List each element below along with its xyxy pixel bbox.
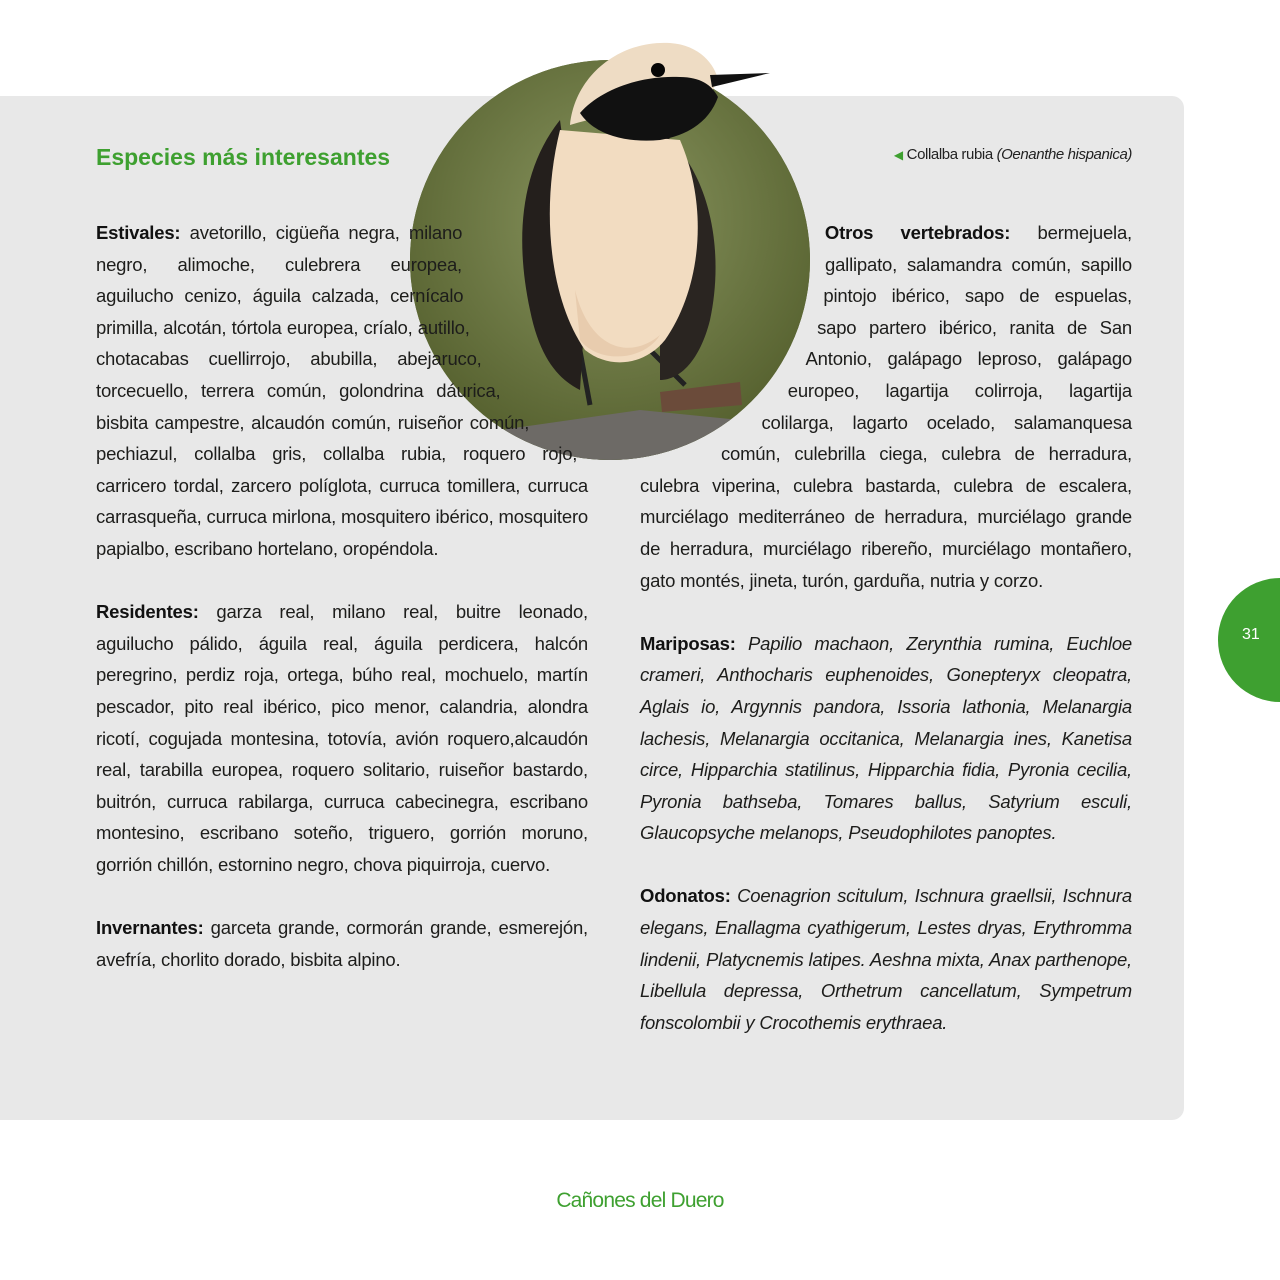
caption-common-name: Collalba rubia [906, 146, 993, 163]
footer-title: Cañones del Duero [556, 1189, 724, 1212]
paragraph-odonatos [640, 880, 1132, 1038]
mariposas-text: Papilio machaon, Zerynthia rumina, Euchloe crameri, Anthocharis euphenoides, Gonepteryx cleopatra, Aglais io, Argynnis pandora, Issoria lathonia, Melanargia lachesis, Melanargia occitanica, Melanargia ines, Kanetisa circe, Hipparchia statilinus, Hipparchia fidia, Pyronia cecilia, Pyronia bathseba, Tomares ballus, Satyrium esculi, Glaucopsyche melanops, Pseudophilotes panoptes. [640, 632, 1132, 844]
right-column [640, 217, 1132, 1038]
estivales-text: avetorillo, cigüeña negra, milano negro, alimoche, culebrera europea, aguilucho cenizo, águila calzada, cernícalo primilla, alcotán, tórtola europea, críalo, autillo, chotacabas cuellirrojo, abubilla, abejaruco, torcecuello, terrera común, golondrina dáurica, bisbita campestre, alcaudón común, ruiseñor común, pechiazul, collalba gris, collalba rubia, roquero rojo, carricero tordal, zarcero políglota, curruca tomillera, curruca carrasqueña, curruca mirlona, mosquitero ibérico, mosquitero papialbo, escribano hortelano, oropéndola. [96, 222, 588, 559]
paragraph-invernantes [96, 912, 588, 975]
invernantes-text: garceta grande, cormorán grande, esmerejón, avefría, chorlito dorado, bisbita alpino. [96, 917, 588, 970]
caption-pointer-icon: ◀ [893, 148, 903, 162]
odonatos-label: Odonatos: [640, 885, 731, 907]
mariposas-label: Mariposas: [640, 632, 736, 654]
otros-vertebrados-label: Otros vertebrados: [824, 222, 1011, 243]
caption-scientific-name: (Oenanthe hispanica) [996, 146, 1132, 163]
bird-head-illustration [540, 35, 780, 155]
page-number: 31 [1242, 626, 1260, 643]
estivales-label: Estivales: [96, 222, 181, 243]
left-column [96, 217, 588, 975]
paragraph-residentes [96, 596, 588, 880]
otros-vertebrados-text: bermejuela, gallipato, salamandra común, sapillo pintojo ibérico, sapo de espuelas, sapo partero ibérico, ranita de San Antonio, galápago leproso, galápago europeo, lagartija colirroja, lagartija colilarga, lagarto ocelado, salamanquesa común, culebrilla ciega, culebra de herradura, culebra viperina, culebra bastarda, culebra de escalera, murciélago mediterráneo de herradura, murciélago grande de herradura, murciélago ribereño, murciélago montañero, gato montés, jineta, turón, garduña, nutria y corzo. [640, 222, 1132, 591]
paragraph-mariposas [640, 628, 1132, 849]
section-heading: Especies más interesantes [96, 144, 391, 170]
residentes-text: garza real, milano real, buitre leonado, aguilucho pálido, águila real, águila perdicera, halcón peregrino, perdiz roja, ortega, búho real, mochuelo, martín pescador, pito real ibérico, pico menor, calandria, alondra ricotí, cogujada montesina, totovía, avión roquero,alcaudón real, tarabilla europea, roquero solitario, ruiseñor bastardo, buitrón, curruca rabilarga, curruca cabecinegra, escribano montesino, escribano soteño, triguero, gorrión moruno, gorrión chillón, estornino negro, chova piquirroja, cuervo. [96, 601, 588, 875]
residentes-label: Residentes: [96, 601, 199, 623]
odonatos-text: Coenagrion scitulum, Ischnura graellsii, Ischnura elegans, Enallagma cyathigerum, Lestes dryas, Erythromma lindenii, Platycnemis latipes. Aeshna mixta, Anax parthenope, Libellula depressa, Orthetrum cancellatum, Sympetrum fonscolombii y Crocothemis erythraea. [640, 885, 1132, 1033]
photo-caption [894, 146, 1132, 163]
invernantes-label: Invernantes: [96, 917, 204, 939]
